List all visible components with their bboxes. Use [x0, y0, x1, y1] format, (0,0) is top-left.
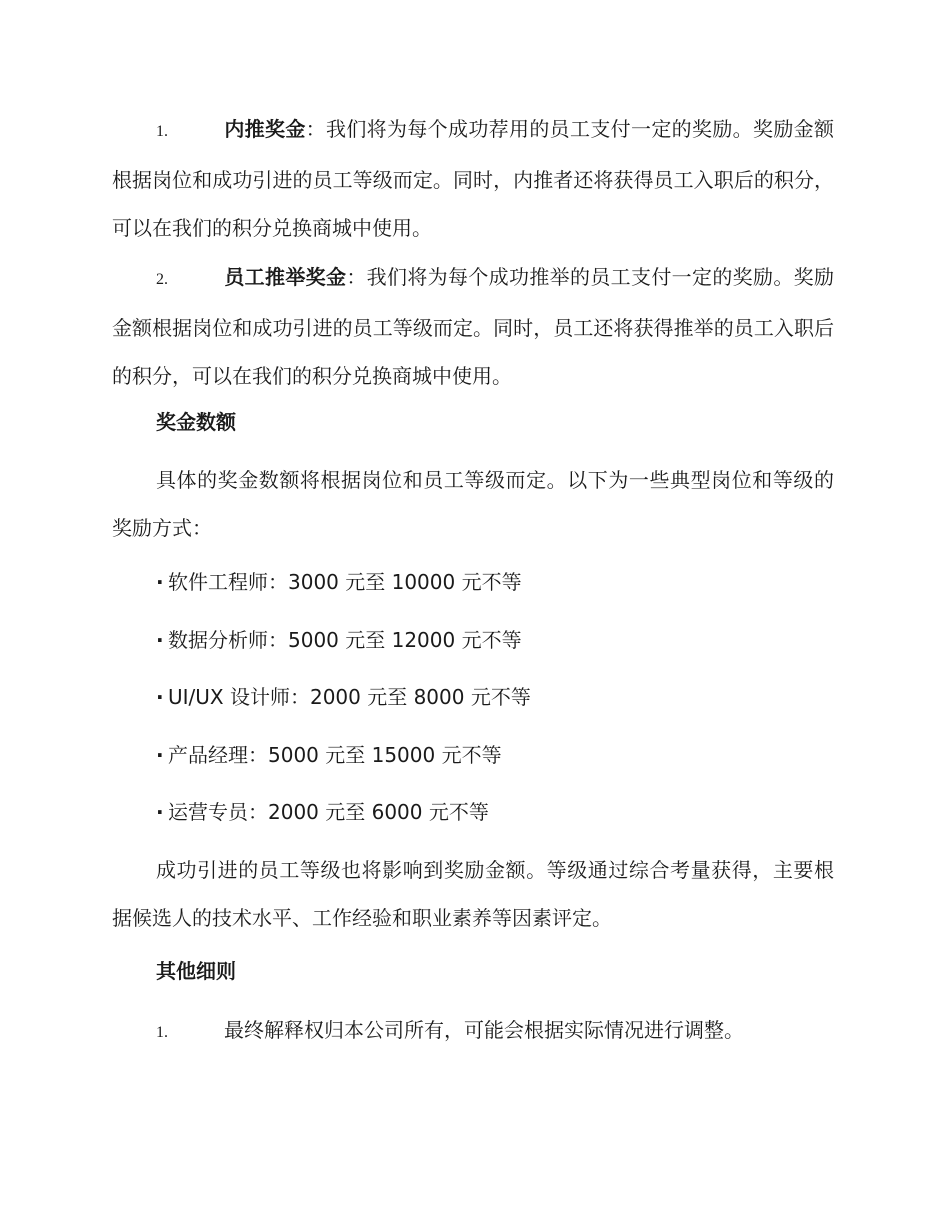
bullet-icon: ·	[156, 743, 164, 767]
bullet-icon: ·	[156, 800, 164, 824]
list-number: 1.	[156, 123, 168, 140]
list-item: · 运营专员：2000 元至 6000 元不等	[156, 788, 489, 836]
list-item: · 软件工程师：3000 元至 10000 元不等	[156, 558, 522, 606]
list-item: · 数据分析师：5000 元至 12000 元不等	[156, 616, 522, 664]
list-item: · 产品经理：5000 元至 15000 元不等	[156, 731, 502, 779]
list-number: 1.	[156, 1024, 168, 1041]
referral-bonus-item	[112, 105, 834, 252]
recommendation-bonus-text: ：我们将为每个成功推举的员工支付一定的奖励。奖励金额根据岗位和成功引进的员工等级而定。同时，员工还将获得推举的员工入职后的积分，可以在我们的积分兑换商城中使用。	[112, 265, 835, 388]
list-number: 2.	[156, 271, 168, 288]
bullet-icon: ·	[156, 570, 164, 594]
bullet-icon: ·	[156, 628, 164, 652]
referral-bonus-text: ：我们将为每个成功荐用的员工支付一定的奖励。奖励金额根据岗位和成功引进的员工等级而定。同时，内推者还将获得员工入职后的积分，可以在我们的积分兑换商城中使用。	[112, 117, 835, 240]
grade-note-paragraph: 成功引进的员工等级也将影响到奖励金额。等级通过综合考量获得，主要根据候选人的技术水平、工作经验和职业素养等因素评定。	[112, 858, 834, 930]
bonus-amount-heading: 奖金数额	[156, 410, 236, 434]
referral-bonus-title: 内推奖金	[224, 117, 306, 141]
other-rule-item	[112, 1006, 834, 1057]
list-item: · UI/UX 设计师：2000 元至 8000 元不等	[156, 673, 531, 721]
bonus-intro-paragraph: 具体的奖金数额将根据岗位和员工等级而定。以下为一些典型岗位和等级的奖励方式：	[112, 468, 834, 540]
other-rules-heading: 其他细则	[156, 959, 236, 983]
recommendation-bonus-item	[112, 253, 834, 400]
bullet-icon: ·	[156, 685, 164, 709]
recommendation-bonus-title: 员工推举奖金	[224, 265, 347, 289]
other-rule-text: 最终解释权归本公司所有，可能会根据实际情况进行调整。	[224, 1018, 744, 1042]
